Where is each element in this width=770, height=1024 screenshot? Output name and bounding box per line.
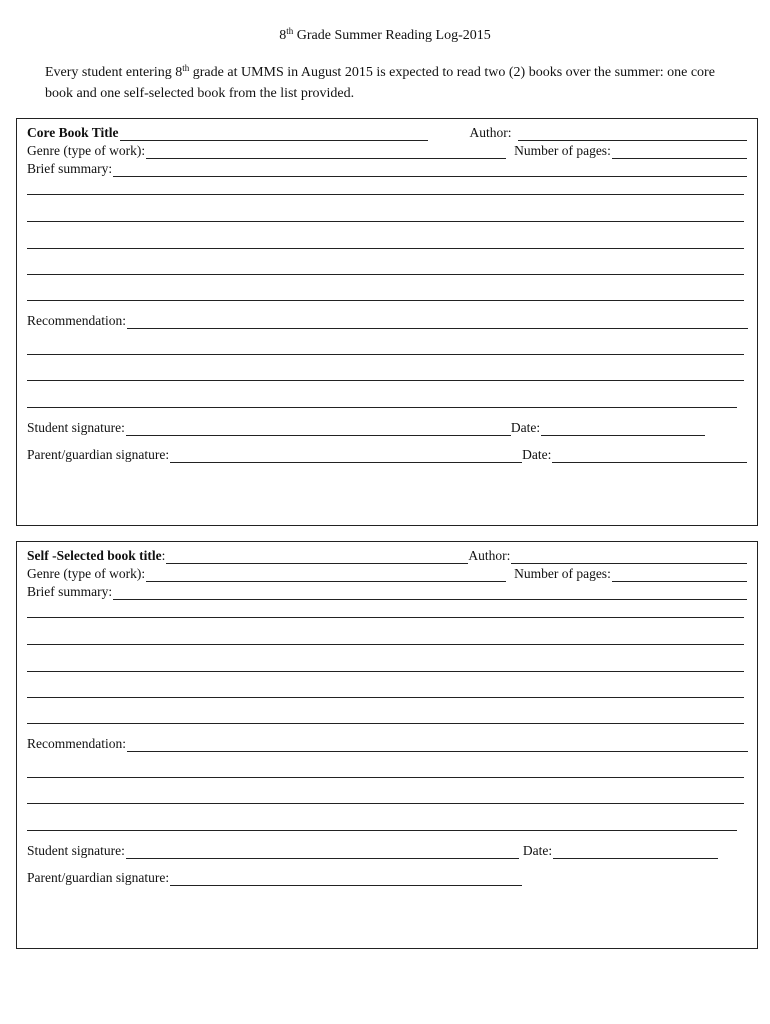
core-author-field[interactable] — [518, 128, 747, 141]
core-recommendation-row — [27, 313, 748, 329]
self-summary-line[interactable] — [27, 723, 744, 724]
core-parent-date-field[interactable] — [552, 450, 747, 463]
self-summary-field[interactable] — [113, 587, 747, 600]
core-summary-line[interactable] — [27, 300, 744, 301]
self-student-signature-row — [27, 843, 747, 859]
core-summary-field[interactable] — [113, 164, 747, 177]
self-parent-signature-label: Parent/guardian signature: — [27, 870, 170, 885]
intro-paragraph: Every student entering 8th grade at UMMS in August 2015 is expected to read two (2) books over the summer: one core book and one self-selected book from the list provided. — [45, 63, 715, 101]
self-summary-line[interactable] — [27, 697, 744, 698]
self-recommendation-label: Recommendation: — [27, 736, 126, 751]
self-title-field[interactable] — [166, 551, 468, 564]
core-recommendation-line[interactable] — [27, 354, 744, 355]
core-genre-row — [27, 143, 747, 159]
self-title-label: Self -Selected book title: — [27, 548, 166, 563]
self-summary-line[interactable] — [27, 671, 744, 672]
page-title: 8th Grade Summer Reading Log-2015 — [279, 26, 491, 43]
core-parent-signature-row — [27, 447, 747, 463]
self-genre-row — [27, 566, 747, 582]
self-pages-label: Number of pages: — [514, 566, 611, 581]
core-date-field[interactable] — [541, 423, 705, 436]
core-date-label: Date: — [510, 420, 541, 435]
self-student-signature-field[interactable] — [126, 846, 519, 859]
core-pages-field[interactable] — [612, 146, 747, 159]
core-recommendation-label: Recommendation: — [27, 313, 126, 328]
self-genre-field[interactable] — [146, 569, 506, 582]
core-parent-date-label: Date: — [522, 447, 552, 462]
self-recommendation-row — [27, 736, 748, 752]
self-date-label: Date: — [522, 843, 553, 858]
core-recommendation-field[interactable] — [127, 316, 748, 329]
core-title-row — [27, 125, 747, 141]
core-title-field[interactable] — [120, 128, 428, 141]
core-author-label: Author: — [469, 125, 512, 140]
self-genre-label: Genre (type of work): — [27, 566, 146, 581]
self-title-row — [27, 548, 747, 564]
self-student-signature-label: Student signature: — [27, 843, 125, 858]
self-parent-signature-field[interactable] — [170, 873, 522, 886]
self-recommendation-field[interactable] — [127, 739, 748, 752]
self-author-field[interactable] — [511, 551, 747, 564]
core-summary-line[interactable] — [27, 194, 744, 195]
core-parent-signature-label: Parent/guardian signature: — [27, 447, 170, 462]
self-summary-line[interactable] — [27, 617, 744, 618]
self-summary-row — [27, 584, 747, 600]
self-parent-signature-row — [27, 870, 747, 886]
core-pages-label: Number of pages: — [514, 143, 611, 158]
core-genre-label: Genre (type of work): — [27, 143, 146, 158]
core-recommendation-line[interactable] — [27, 380, 744, 381]
self-recommendation-line[interactable] — [27, 777, 744, 778]
self-date-field[interactable] — [553, 846, 718, 859]
self-selected-book-section — [16, 541, 758, 949]
core-genre-field[interactable] — [146, 146, 506, 159]
core-student-signature-row — [27, 420, 747, 436]
self-pages-field[interactable] — [612, 569, 747, 582]
core-summary-line[interactable] — [27, 221, 744, 222]
self-summary-label: Brief summary: — [27, 584, 113, 599]
core-student-signature-field[interactable] — [126, 423, 511, 436]
self-recommendation-line[interactable] — [27, 803, 744, 804]
core-summary-line[interactable] — [27, 248, 744, 249]
self-author-label: Author: — [468, 548, 511, 563]
core-summary-line[interactable] — [27, 274, 744, 275]
core-summary-row — [27, 161, 747, 177]
self-summary-line[interactable] — [27, 644, 744, 645]
core-title-label: Core Book Title — [27, 125, 119, 140]
core-student-signature-label: Student signature: — [27, 420, 125, 435]
core-parent-signature-field[interactable] — [170, 450, 522, 463]
self-recommendation-line[interactable] — [27, 830, 737, 831]
core-summary-label: Brief summary: — [27, 161, 113, 176]
core-book-section — [16, 118, 758, 526]
core-recommendation-line[interactable] — [27, 407, 737, 408]
